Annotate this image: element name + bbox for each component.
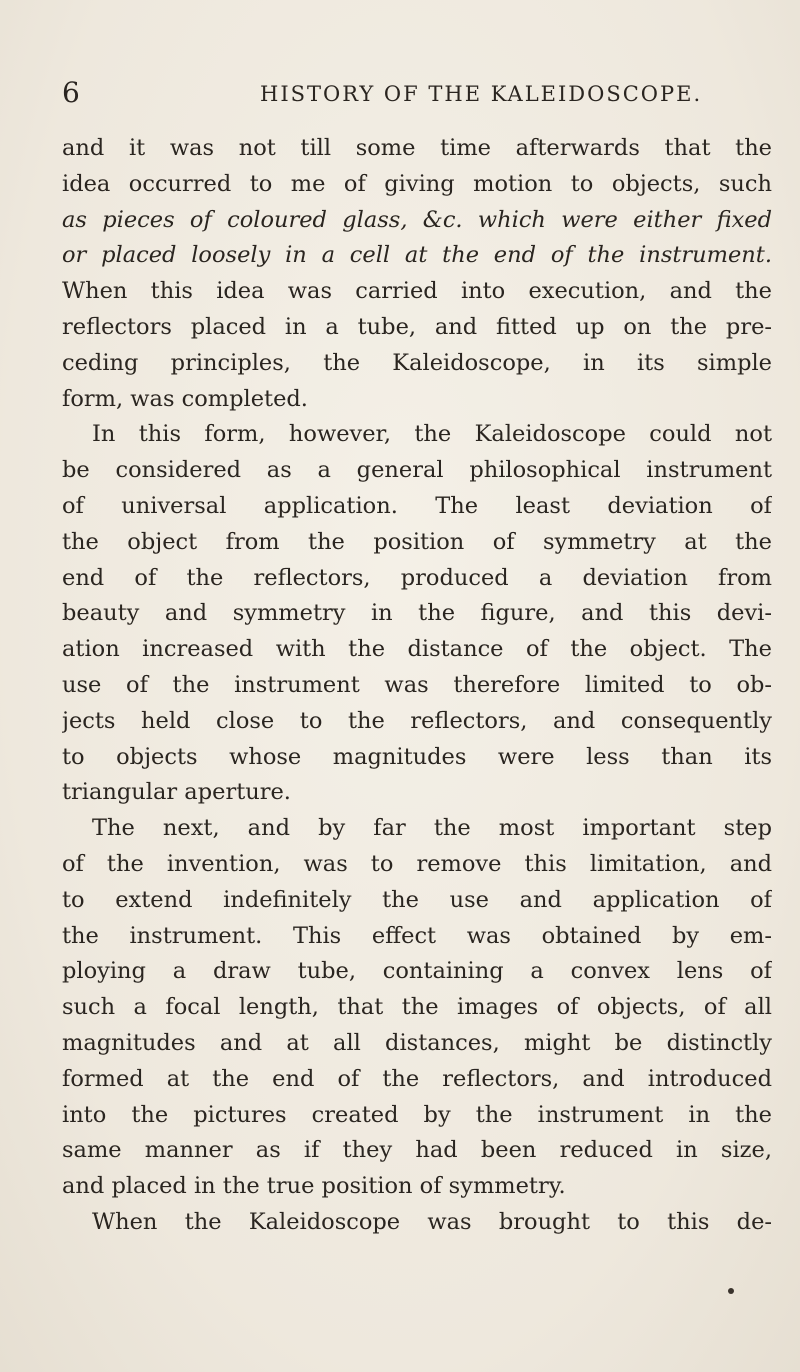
- running-head: HISTORY OF THE KALEIDOSCOPE.: [260, 82, 703, 106]
- text-line: When the Kaleidoscope was brought to this de-: [92, 1208, 772, 1235]
- text-line: or placed loosely in a cell at the end of the instrument.: [62, 242, 772, 269]
- text-line: the instrument. This effect was obtained by em-: [62, 922, 772, 949]
- text-line: the object from the position of symmetry at the: [62, 528, 772, 555]
- page-header: [62, 76, 703, 116]
- text-line: formed at the end of the reflectors, and introduced: [62, 1065, 772, 1092]
- text-line: ploying a draw tube, containing a convex lens of: [62, 958, 772, 985]
- text-line: ceding principles, the Kaleidoscope, in its simple: [62, 349, 772, 376]
- text-line: be considered as a general philosophical instrument: [62, 457, 772, 484]
- text-line: use of the instrument was therefore limited to ob-: [62, 671, 772, 698]
- text-line: end of the reflectors, produced a deviation from: [62, 564, 772, 591]
- text-line: as pieces of coloured glass, &c. which were either fixed: [62, 206, 772, 233]
- ink-speck: [728, 1288, 734, 1294]
- body-text: [62, 131, 772, 1241]
- text-line: The next, and by far the most important step: [92, 815, 772, 842]
- page-number: 6: [62, 76, 80, 109]
- text-line: In this form, however, the Kaleidoscope could not: [92, 421, 772, 448]
- text-line: and placed in the true position of symmetry.: [62, 1173, 566, 1200]
- text-line: When this idea was carried into execution, and the: [62, 278, 772, 305]
- text-line: to extend indefinitely the use and application of: [62, 886, 772, 913]
- text-line: triangular aperture.: [62, 779, 291, 806]
- text-line: of the invention, was to remove this limitation, and: [62, 850, 772, 877]
- text-line: such a focal length, that the images of objects, of all: [62, 994, 772, 1021]
- text-line: to objects whose magnitudes were less than its: [62, 743, 772, 770]
- text-line: magnitudes and at all distances, might be distinctly: [62, 1029, 772, 1056]
- text-line: of universal application. The least deviation of: [62, 492, 772, 519]
- text-line: form, was completed.: [62, 385, 308, 412]
- text-line: jects held close to the reflectors, and consequently: [62, 707, 772, 734]
- text-line: beauty and symmetry in the figure, and this devi-: [62, 600, 772, 627]
- text-line: into the pictures created by the instrument in the: [62, 1101, 772, 1128]
- text-line: ation increased with the distance of the object. The: [62, 636, 772, 663]
- text-line: idea occurred to me of giving motion to objects, such: [62, 170, 772, 197]
- text-line: and it was not till some time afterwards that the: [62, 135, 772, 161]
- text-line: same manner as if they had been reduced in size,: [62, 1137, 772, 1164]
- text-line: reflectors placed in a tube, and fitted up on the pre-: [62, 313, 772, 340]
